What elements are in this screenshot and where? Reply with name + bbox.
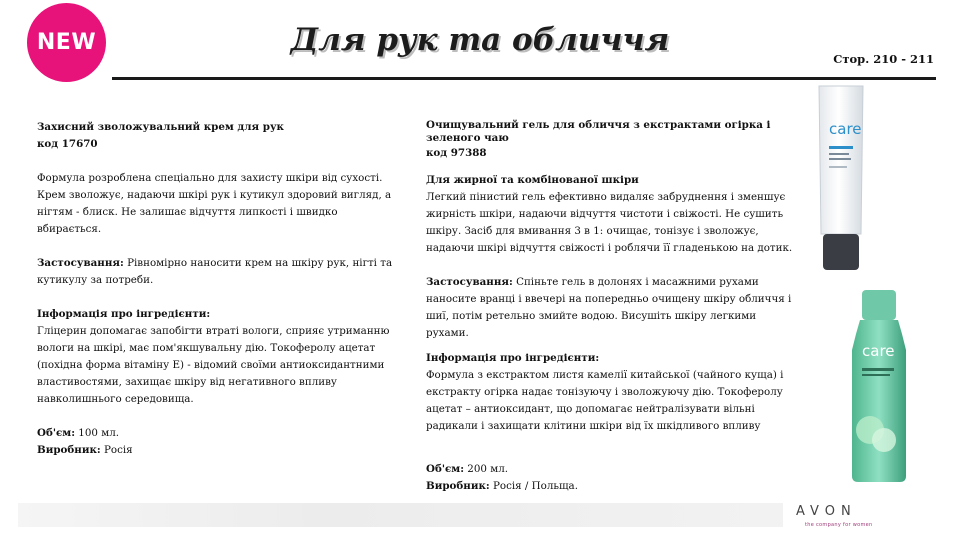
skin-type: Для жирної та комбінованої шкіри <box>426 174 639 186</box>
ingredients-label: Інформація про інгредієнти: <box>37 308 211 320</box>
ingredients-line: вологи на шкірі, має пом'якшувальну дію. Токоферолу ацетат <box>37 342 376 354</box>
ingredients-line: Формула з екстрактом листя камелії китайської (чайного куща) і <box>426 369 784 381</box>
volume-line <box>426 461 798 478</box>
usage-label: Застосування: <box>37 257 124 269</box>
maker-line <box>37 442 397 459</box>
hand-cream-code: код 17670 <box>37 138 98 150</box>
face-gel-bottle-image <box>848 290 910 483</box>
desc-line: Формула розроблена спеціально для захисту шкіри від сухості. <box>37 172 383 184</box>
usage-text: Рівномірно наносити крем на шкіру рук, нігті та <box>123 257 393 269</box>
usage-line <box>426 274 798 291</box>
hand-cream-heading: Захисний зволожувальний крем для рук <box>37 121 284 133</box>
desc-line: шкіру. Засіб для вмивання 3 в 1: очищає, тонізує і зволожує, <box>426 225 759 237</box>
usage-line: кутикулу за потреби. <box>37 274 154 286</box>
maker-label: Виробник: <box>37 444 101 456</box>
avon-tagline: the company for women <box>805 522 873 528</box>
ingredients-line: Гліцерин допомагає запобігти втраті вологи, сприяє утриманню <box>37 325 390 337</box>
page-reference: Стор. 210 - 211 <box>833 52 934 66</box>
ingredients-line: властивостями, захищає шкіру від негативного впливу <box>37 376 337 388</box>
maker-value: Росія / Польща. <box>489 480 578 492</box>
maker-value: Росія <box>100 444 133 456</box>
desc-line: Крем зволожує, надаючи шкірі рук і кутикул здоровий вигляд, а <box>37 189 392 201</box>
usage-line: рухами. <box>426 327 469 339</box>
desc-line: нігтям - блиск. Не залишає відчуття липкості і швидко <box>37 206 338 218</box>
ingredients-line: (похідна форма вітаміну Е) - відомий своїми антиоксидантними <box>37 359 385 371</box>
title-divider <box>112 77 936 80</box>
usage-text: Спіньте гель в долонях і масажними рухами <box>512 276 759 288</box>
volume-line <box>37 425 397 442</box>
ingredients-line: екстракту огірка надає тонізуючу і зволожуючу дію. Токоферолу <box>426 386 783 398</box>
ingredients-label: Інформація про інгредієнти: <box>426 352 600 364</box>
avon-logo: AVON <box>796 504 857 519</box>
desc-line: надаючи шкірі відчуття свіжості і роблячи її гладенькою на дотик. <box>426 242 793 254</box>
usage-line: шиї, потім ретельно змийте водою. Висушіть шкіру легкими <box>426 310 757 322</box>
bottle-brand: care <box>862 342 895 360</box>
desc-line: жирність шкіри, надаючи відчуття чистоти і свіжості. Не сушить <box>426 208 784 220</box>
page-title: Для рук та обличчя <box>290 22 670 58</box>
maker-label: Виробник: <box>426 480 490 492</box>
face-gel-code: код 97388 <box>426 147 487 159</box>
volume-label: Об'єм: <box>426 463 465 475</box>
new-badge-label: NEW <box>36 30 97 55</box>
hand-cream-tube-image <box>817 84 865 271</box>
ingredients-line: ацетат – антиоксидант, що допомагає нейтралізувати вільні <box>426 403 755 415</box>
volume-value: 100 мл. <box>75 427 120 439</box>
hand-cream-description <box>37 119 397 459</box>
face-gel-heading: зеленого чаю <box>426 132 509 144</box>
face-gel-heading: Очищувальний гель для обличчя з екстрактами огірка і <box>426 119 771 131</box>
maker-line <box>426 478 798 495</box>
usage-label: Застосування: <box>426 276 513 288</box>
usage-line: наносите вранці і ввечері на попередньо очищену шкіру обличчя і <box>426 293 792 305</box>
desc-line: вбирається. <box>37 223 102 235</box>
volume-label: Об'єм: <box>37 427 76 439</box>
volume-value: 200 мл. <box>464 463 509 475</box>
usage-line <box>37 255 397 272</box>
ingredients-line: радикали і захищати клітини шкіри від їх шкідливого впливу <box>426 420 761 432</box>
face-gel-description <box>426 119 798 495</box>
tube-brand: care <box>829 120 862 138</box>
footer-bar <box>18 503 783 527</box>
ingredients-line: навколишнього середовища. <box>37 393 194 405</box>
desc-line: Легкий пінистий гель ефективно видаляє забруднення і зменшує <box>426 191 786 203</box>
